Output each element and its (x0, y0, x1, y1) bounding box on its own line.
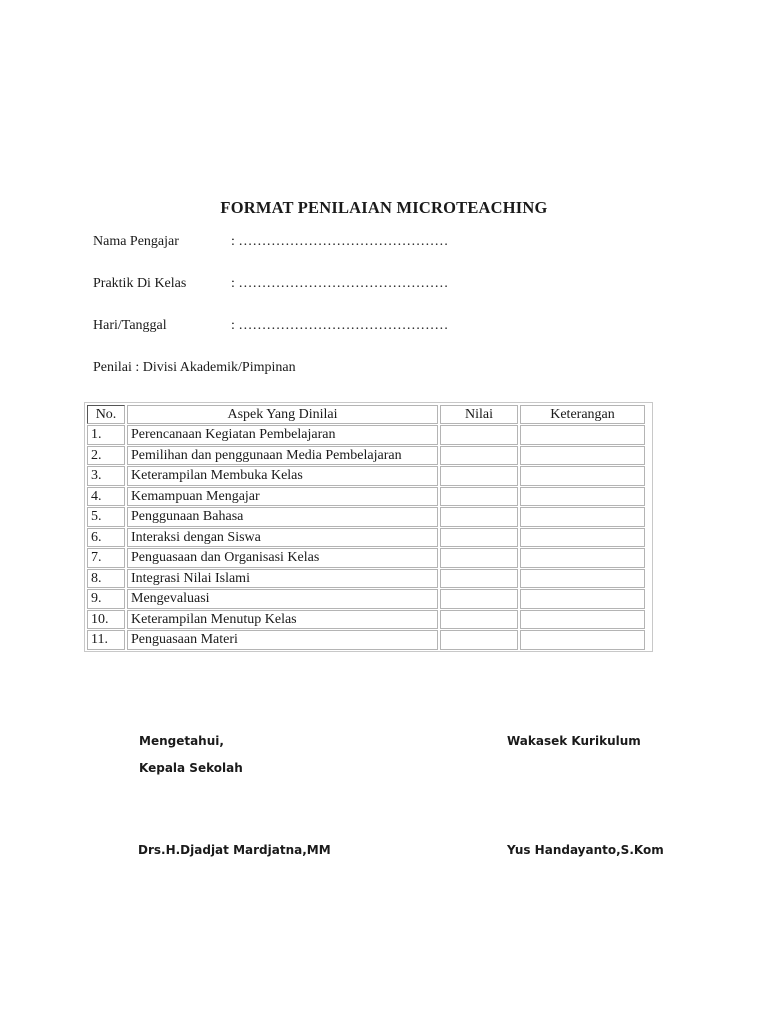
cell-aspek: Integrasi Nilai Islami (127, 569, 438, 589)
cell-nilai[interactable] (440, 548, 518, 568)
table-header-row (86, 404, 651, 425)
cell-keterangan[interactable] (520, 569, 645, 589)
cell-no: 8. (87, 569, 125, 589)
cell-nilai[interactable] (440, 589, 518, 609)
cell-aspek: Kemampuan Mengajar (127, 487, 438, 507)
table-row (86, 425, 651, 446)
signature-left-name: Drs.H.Djadjat Mardjatna,MM (138, 843, 331, 857)
table-body (86, 425, 651, 651)
field-label-nama-pengajar: Nama Pengajar (93, 234, 179, 249)
cell-keterangan[interactable] (520, 528, 645, 548)
cell-nilai[interactable] (440, 507, 518, 527)
table-row (86, 466, 651, 487)
cell-keterangan[interactable] (520, 630, 645, 650)
cell-keterangan[interactable] (520, 589, 645, 609)
table-row (86, 486, 651, 507)
assessment-table (84, 402, 653, 652)
cell-nilai[interactable] (440, 446, 518, 466)
signature-left-title: Kepala Sekolah (139, 761, 243, 775)
cell-nilai[interactable] (440, 487, 518, 507)
cell-keterangan[interactable] (520, 548, 645, 568)
cell-nilai[interactable] (440, 528, 518, 548)
cell-aspek: Penggunaan Bahasa (127, 507, 438, 527)
signature-right-title: Wakasek Kurikulum (507, 734, 641, 748)
cell-keterangan[interactable] (520, 507, 645, 527)
cell-aspek: Interaksi dengan Siswa (127, 528, 438, 548)
table-row (86, 507, 651, 528)
cell-no: 10. (87, 610, 125, 630)
penilai-line: Penilai : Divisi Akademik/Pimpinan (93, 360, 296, 375)
cell-keterangan[interactable] (520, 466, 645, 486)
cell-aspek: Perencanaan Kegiatan Pembelajaran (127, 425, 438, 445)
cell-nilai[interactable] (440, 630, 518, 650)
cell-no: 2. (87, 446, 125, 466)
table-row (86, 630, 651, 651)
cell-no: 9. (87, 589, 125, 609)
document-title: FORMAT PENILAIAN MICROTEACHING (220, 198, 548, 217)
signature-left-mengetahui: Mengetahui, (139, 734, 224, 748)
cell-no: 7. (87, 548, 125, 568)
cell-aspek: Penguasaan dan Organisasi Kelas (127, 548, 438, 568)
table-row (86, 568, 651, 589)
header-aspek: Aspek Yang Dinilai (127, 405, 438, 425)
field-value-nama-pengajar: : ……………………………………… (231, 234, 449, 249)
cell-aspek: Pemilihan dan penggunaan Media Pembelajaran (127, 446, 438, 466)
cell-nilai[interactable] (440, 466, 518, 486)
table-row (86, 445, 651, 466)
cell-keterangan[interactable] (520, 487, 645, 507)
table-row (86, 589, 651, 610)
header-keterangan: Keterangan (520, 405, 645, 425)
cell-aspek: Keterampilan Menutup Kelas (127, 610, 438, 630)
cell-aspek: Keterampilan Membuka Kelas (127, 466, 438, 486)
cell-aspek: Mengevaluasi (127, 589, 438, 609)
cell-keterangan[interactable] (520, 446, 645, 466)
cell-nilai[interactable] (440, 610, 518, 630)
table-row (86, 609, 651, 630)
cell-no: 4. (87, 487, 125, 507)
field-value-hari-tanggal: : ……………………………………… (231, 318, 449, 333)
cell-keterangan[interactable] (520, 610, 645, 630)
signature-right-name: Yus Handayanto,S.Kom (507, 843, 664, 857)
field-value-praktik-di-kelas: : ……………………………………… (231, 276, 449, 291)
cell-aspek: Penguasaan Materi (127, 630, 438, 650)
cell-keterangan[interactable] (520, 425, 645, 445)
header-nilai: Nilai (440, 405, 518, 425)
cell-nilai[interactable] (440, 425, 518, 445)
cell-no: 6. (87, 528, 125, 548)
field-label-hari-tanggal: Hari/Tanggal (93, 318, 167, 333)
cell-no: 5. (87, 507, 125, 527)
field-label-praktik-di-kelas: Praktik Di Kelas (93, 276, 187, 291)
table-row (86, 548, 651, 569)
header-no: No. (87, 405, 125, 425)
table-row (86, 527, 651, 548)
cell-no: 11. (87, 630, 125, 650)
cell-no: 3. (87, 466, 125, 486)
cell-no: 1. (87, 425, 125, 445)
cell-nilai[interactable] (440, 569, 518, 589)
